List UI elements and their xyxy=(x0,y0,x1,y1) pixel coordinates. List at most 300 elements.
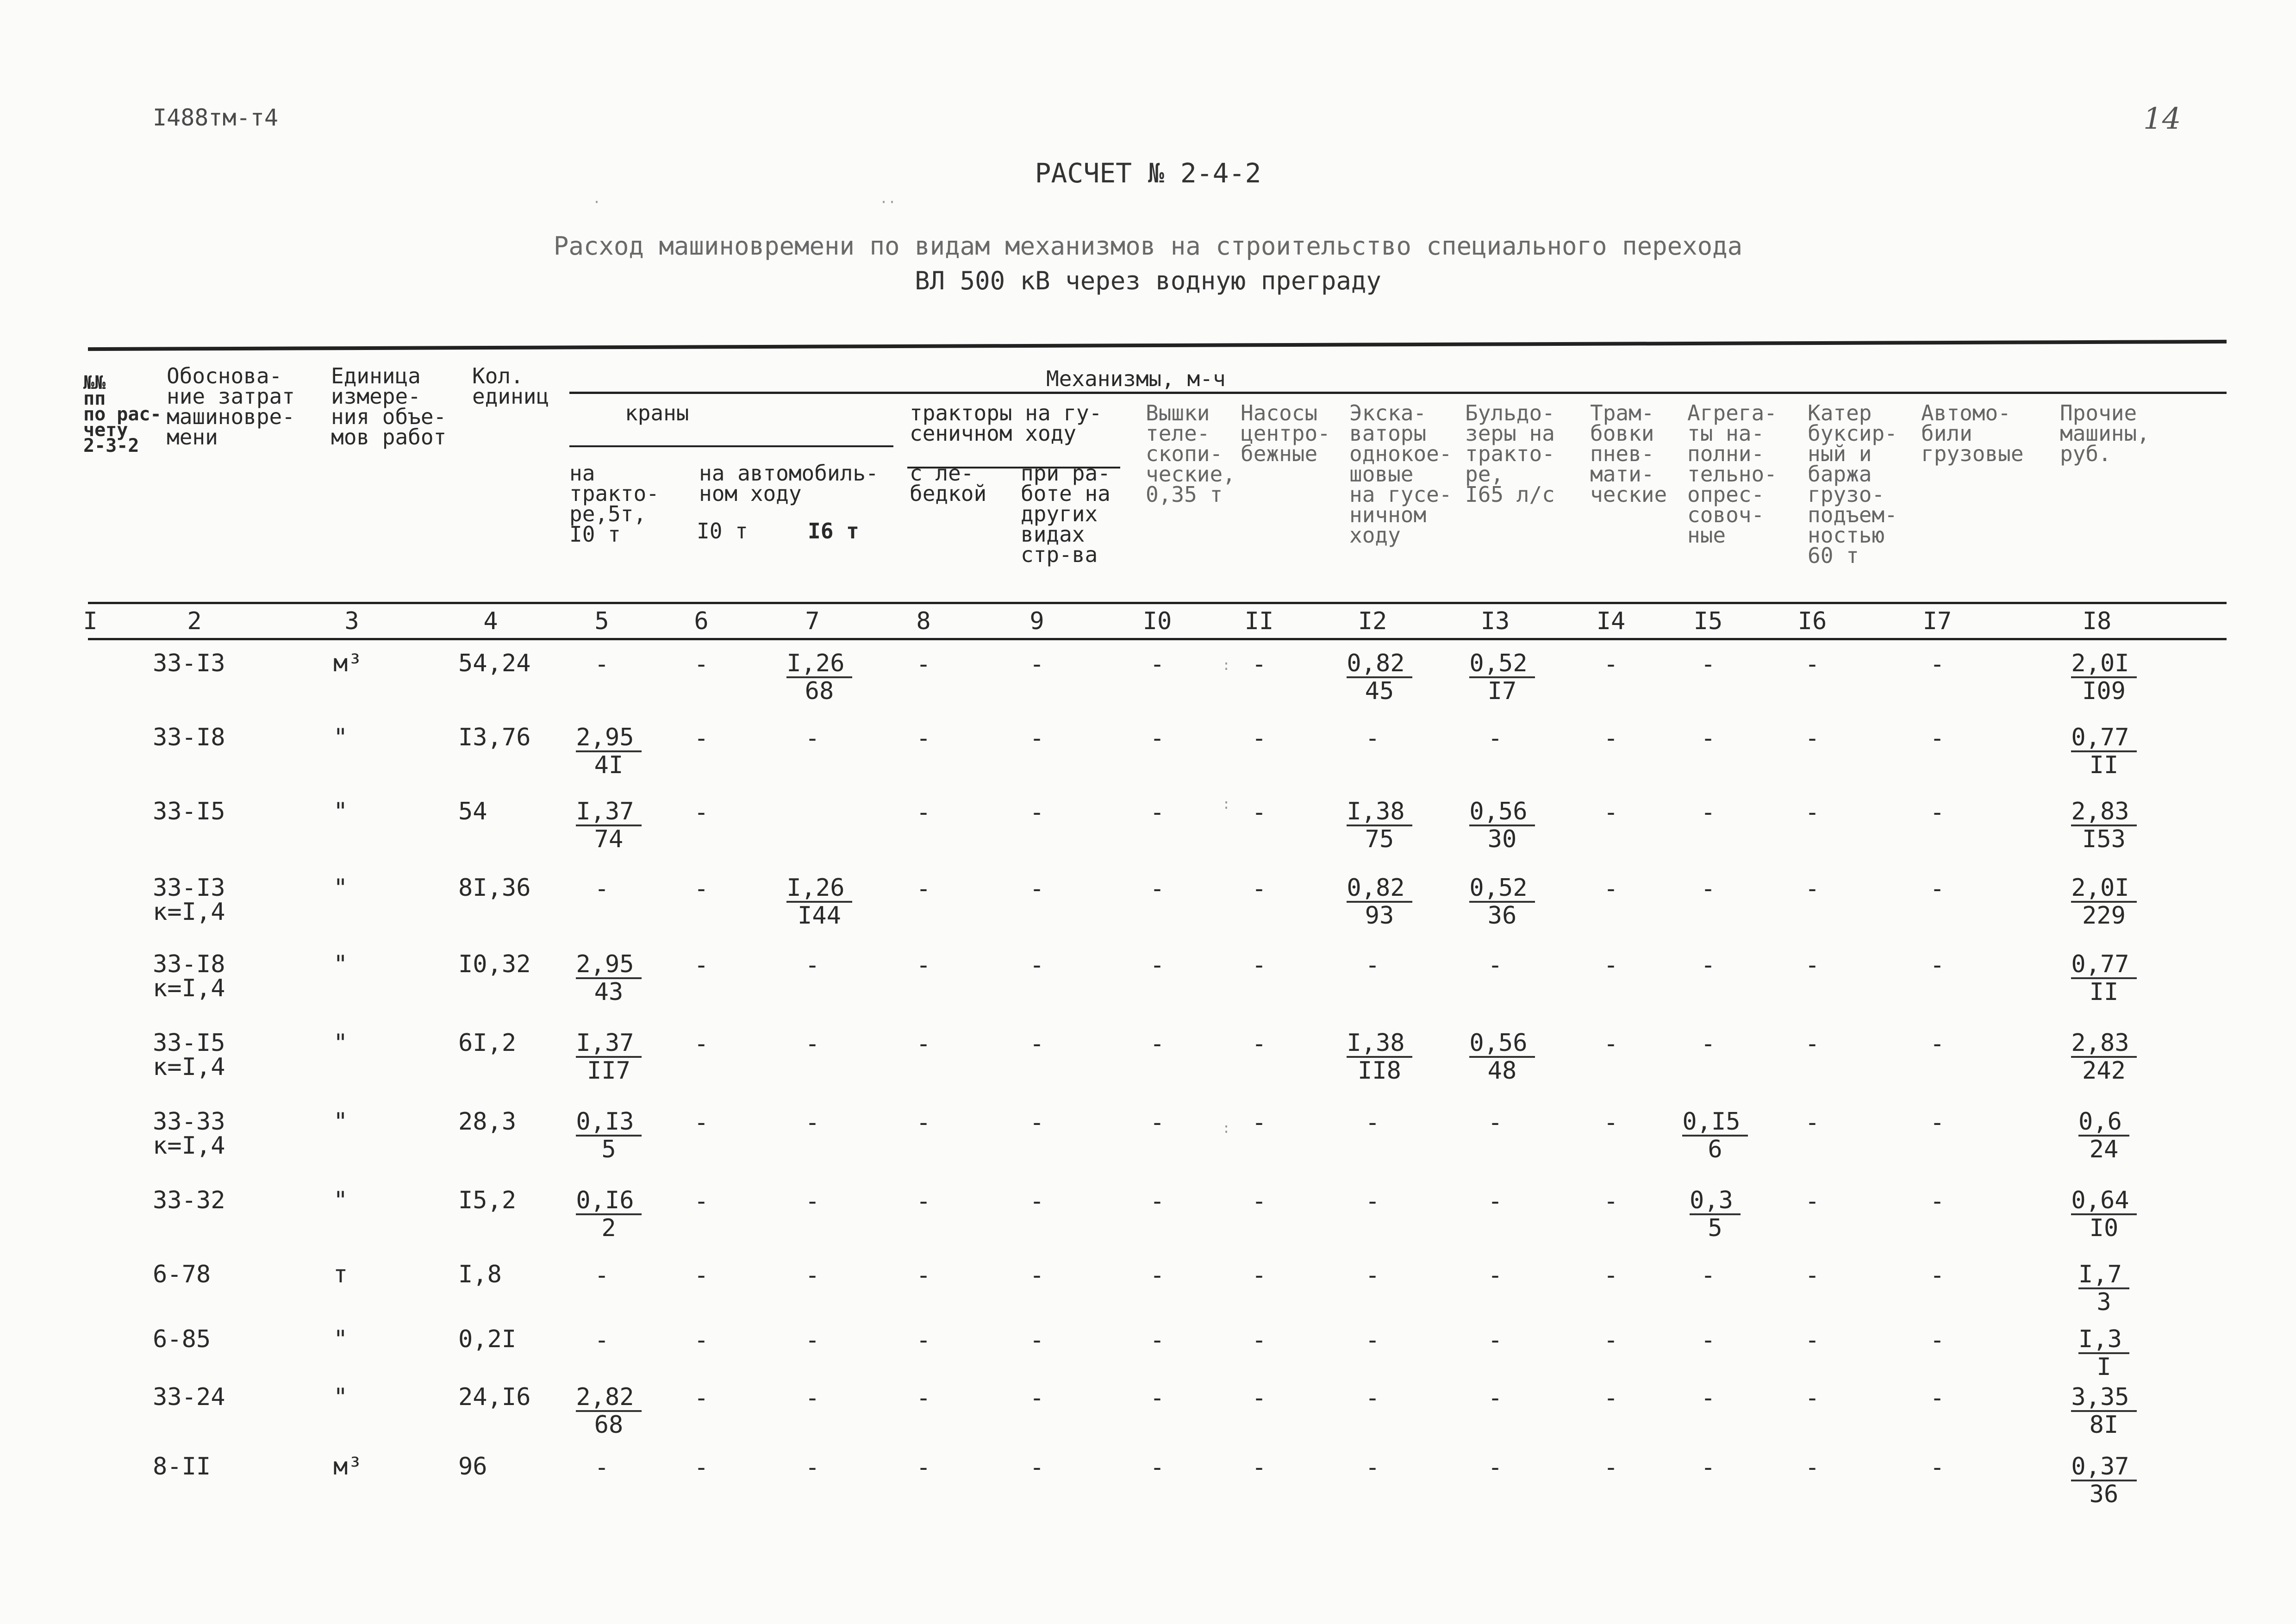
rate-value: I,38 xyxy=(1347,1030,1412,1058)
column-number: 9 xyxy=(1029,607,1044,635)
empty-dash: - xyxy=(694,1454,709,1481)
empty-dash: - xyxy=(694,799,709,826)
coefficient-cell: к=I,4 xyxy=(153,1132,225,1160)
empty-dash: - xyxy=(1365,1187,1380,1215)
rate-value: 2,82 xyxy=(576,1384,641,1412)
empty-dash: - xyxy=(916,1326,931,1354)
empty-dash: - xyxy=(805,1262,820,1289)
rate-value: I,37 xyxy=(576,799,641,826)
total-value: 30 xyxy=(1487,825,1517,853)
total-value: II8 xyxy=(1358,1057,1401,1085)
fraction-cell xyxy=(2062,1262,2146,1315)
fraction-cell xyxy=(2062,1187,2146,1241)
empty-dash: - xyxy=(1805,951,1820,979)
total-value: I09 xyxy=(2082,677,2126,705)
empty-dash: - xyxy=(1603,875,1618,903)
empty-dash: - xyxy=(1488,725,1503,752)
empty-dash: - xyxy=(694,875,709,903)
empty-dash: - xyxy=(805,1030,820,1058)
unit-cell: " xyxy=(333,1108,348,1136)
empty-dash: - xyxy=(805,1326,820,1354)
empty-dash: - xyxy=(1488,1187,1503,1215)
empty-dash: - xyxy=(1488,1326,1503,1354)
empty-dash: - xyxy=(1252,1384,1267,1412)
basis-cell: 33-32 xyxy=(153,1187,225,1214)
empty-dash: - xyxy=(916,1454,931,1481)
total-value: 229 xyxy=(2082,902,2126,930)
page-title: РАСЧЕТ № 2-4-2 xyxy=(1035,157,1261,189)
quantity-cell: 24,I6 xyxy=(458,1383,531,1411)
empty-dash: - xyxy=(1029,725,1044,752)
empty-dash: - xyxy=(1603,1262,1618,1289)
empty-dash: - xyxy=(1252,1262,1267,1289)
empty-dash: - xyxy=(1805,1187,1820,1215)
fraction-cell xyxy=(2062,1109,2146,1162)
empty-dash: - xyxy=(594,1326,609,1354)
header-bulldozers: Бульдо- зеры на тракто- ре, I65 л/с xyxy=(1465,400,1555,507)
empty-dash: - xyxy=(694,1384,709,1412)
rate-value: 0,I3 xyxy=(576,1109,641,1137)
empty-dash: - xyxy=(594,875,609,903)
empty-dash: - xyxy=(1701,875,1716,903)
header-tug-barge: Катер буксир- ный и баржа грузо- подъем- ностью 60 т xyxy=(1808,400,1897,568)
fraction-cell xyxy=(1460,875,1544,929)
basis-cell: 33-I3 xyxy=(153,874,225,902)
basis-cell: 33-33 xyxy=(153,1108,225,1136)
empty-dash: - xyxy=(1150,951,1165,979)
rate-value: I,38 xyxy=(1347,799,1412,826)
empty-dash: - xyxy=(594,1262,609,1289)
quantity-cell: 8I,36 xyxy=(458,874,531,902)
empty-dash: - xyxy=(1252,725,1267,752)
empty-dash: - xyxy=(1805,650,1820,678)
empty-dash: - xyxy=(916,1109,931,1137)
empty-dash: - xyxy=(594,650,609,678)
empty-dash: - xyxy=(916,650,931,678)
unit-cell: " xyxy=(333,724,348,751)
scan-speck: : xyxy=(1222,657,1231,674)
header-bottom-rule xyxy=(88,602,2227,604)
column-number: I3 xyxy=(1480,607,1510,635)
fraction-cell xyxy=(1460,799,1544,852)
empty-dash: - xyxy=(1805,1109,1820,1137)
rate-value: I,7 xyxy=(2078,1262,2129,1289)
total-value: I53 xyxy=(2082,825,2126,853)
fraction-cell xyxy=(778,650,861,704)
rate-value: 0,64 xyxy=(2071,1187,2136,1215)
fraction-cell xyxy=(567,951,650,1005)
rate-value: 0,77 xyxy=(2071,725,2136,752)
empty-dash: - xyxy=(1365,1384,1380,1412)
empty-dash: - xyxy=(1805,1454,1820,1481)
empty-dash: - xyxy=(1150,799,1165,826)
fraction-cell xyxy=(567,1187,650,1241)
empty-dash: - xyxy=(1150,1384,1165,1412)
fraction-cell xyxy=(567,1030,650,1084)
unit-cell: м³ xyxy=(333,650,362,677)
empty-dash: - xyxy=(1930,1384,1945,1412)
basis-cell: 33-I5 xyxy=(153,798,225,825)
column-number: I4 xyxy=(1596,607,1626,635)
total-value: 36 xyxy=(2089,1480,2119,1508)
basis-cell: 33-I5 xyxy=(153,1029,225,1057)
total-value: 43 xyxy=(594,978,624,1006)
total-value: 45 xyxy=(1365,677,1394,705)
column-number: 3 xyxy=(344,607,359,635)
header-tractor-other: при ра- боте на других видах стр-ва xyxy=(1021,461,1111,567)
empty-dash: - xyxy=(1252,1326,1267,1354)
quantity-cell: 54 xyxy=(458,798,487,825)
rate-value: I,3 xyxy=(2078,1326,2129,1354)
empty-dash: - xyxy=(1252,799,1267,826)
basis-cell: 8-II xyxy=(153,1453,211,1480)
empty-dash: - xyxy=(1930,875,1945,903)
empty-dash: - xyxy=(1930,951,1945,979)
empty-dash: - xyxy=(1805,1326,1820,1354)
rate-value: 0,82 xyxy=(1347,650,1412,678)
empty-dash: - xyxy=(916,875,931,903)
empty-dash: - xyxy=(1365,1109,1380,1137)
empty-dash: - xyxy=(805,1384,820,1412)
basis-cell: 33-I3 xyxy=(153,650,225,677)
empty-dash: - xyxy=(1029,799,1044,826)
rate-value: 2,83 xyxy=(2071,799,2136,826)
empty-dash: - xyxy=(916,725,931,752)
empty-dash: - xyxy=(1701,951,1716,979)
total-value: II xyxy=(2089,751,2119,779)
empty-dash: - xyxy=(916,951,931,979)
fraction-cell xyxy=(2062,951,2146,1005)
column-number: I5 xyxy=(1693,607,1723,635)
empty-dash: - xyxy=(1603,1384,1618,1412)
empty-dash: - xyxy=(694,1262,709,1289)
fraction-cell xyxy=(1460,650,1544,704)
coefficient-cell: к=I,4 xyxy=(153,974,225,1002)
mechanisms-rule xyxy=(569,392,2227,394)
fraction-cell xyxy=(2062,1030,2146,1084)
empty-dash: - xyxy=(805,951,820,979)
empty-dash: - xyxy=(1252,875,1267,903)
empty-dash: - xyxy=(1603,725,1618,752)
header-basis: Обоснова- ние затрат машиновре- мени xyxy=(167,363,295,450)
empty-dash: - xyxy=(1930,725,1945,752)
fraction-cell xyxy=(1673,1109,1757,1162)
empty-dash: - xyxy=(1603,650,1618,678)
total-value: I7 xyxy=(1487,677,1517,705)
unit-cell: т xyxy=(333,1261,348,1288)
rate-value: I,26 xyxy=(786,650,852,678)
empty-dash: - xyxy=(1029,951,1044,979)
fraction-cell xyxy=(567,725,650,778)
total-value: 36 xyxy=(1487,902,1517,930)
empty-dash: - xyxy=(1029,650,1044,678)
total-value: 48 xyxy=(1487,1057,1517,1085)
empty-dash: - xyxy=(1701,1262,1716,1289)
rate-value: 3,35 xyxy=(2071,1384,2136,1412)
empty-dash: - xyxy=(1365,951,1380,979)
fraction-cell xyxy=(567,1384,650,1438)
empty-dash: - xyxy=(1805,1384,1820,1412)
empty-dash: - xyxy=(694,951,709,979)
unit-cell: м³ xyxy=(333,1453,362,1480)
coefficient-cell: к=I,4 xyxy=(153,898,225,926)
empty-dash: - xyxy=(1252,650,1267,678)
unit-cell: " xyxy=(333,1029,348,1057)
total-value: 8I xyxy=(2089,1411,2119,1439)
header-towers: Вышки теле- скопи- ческие, 0,35 т xyxy=(1146,400,1235,507)
total-value: 93 xyxy=(1365,902,1394,930)
total-value: 4I xyxy=(594,751,624,779)
header-unit: Единица измере- ния объе- мов работ xyxy=(331,363,447,450)
empty-dash: - xyxy=(1805,725,1820,752)
total-value: 24 xyxy=(2089,1136,2119,1163)
header-mechanisms: Механизмы, м-ч xyxy=(1046,366,1226,391)
page-number: 14 xyxy=(2143,102,2181,136)
empty-dash: - xyxy=(1603,1187,1618,1215)
empty-dash: - xyxy=(1603,799,1618,826)
total-value: 68 xyxy=(805,677,834,705)
empty-dash: - xyxy=(1603,1109,1618,1137)
fraction-cell xyxy=(1673,1187,1757,1241)
header-pumps: Насосы центро- бежные xyxy=(1241,400,1330,466)
empty-dash: - xyxy=(1365,725,1380,752)
fraction-cell xyxy=(1338,875,1421,929)
header-aggregates: Агрега- ты на- полни- тельно- опрес- совоч- ные xyxy=(1687,400,1777,548)
empty-dash: - xyxy=(1029,1454,1044,1481)
rate-value: 0,3 xyxy=(1690,1187,1741,1215)
empty-dash: - xyxy=(1150,875,1165,903)
column-number: 7 xyxy=(805,607,820,635)
total-value: 75 xyxy=(1365,825,1394,853)
fraction-cell xyxy=(1338,650,1421,704)
total-value: 2 xyxy=(601,1214,616,1242)
empty-dash: - xyxy=(1029,1384,1044,1412)
total-value: I44 xyxy=(798,902,841,930)
column-number: 4 xyxy=(483,607,498,635)
empty-dash: - xyxy=(1150,1262,1165,1289)
empty-dash: - xyxy=(694,1109,709,1137)
empty-dash: - xyxy=(1930,1454,1945,1481)
cranes-sub-rule xyxy=(569,445,893,447)
scan-speck: : xyxy=(1222,1120,1231,1137)
rate-value: 2,95 xyxy=(576,725,641,752)
empty-dash: - xyxy=(1930,1030,1945,1058)
column-number: I6 xyxy=(1797,607,1827,635)
quantity-cell: 54,24 xyxy=(458,650,531,677)
scan-speck: · xyxy=(593,194,601,211)
empty-dash: - xyxy=(1365,1326,1380,1354)
total-value: 5 xyxy=(1708,1214,1722,1242)
fraction-cell xyxy=(2062,1326,2146,1380)
header-quantity: Кол. единиц xyxy=(472,363,549,409)
empty-dash: - xyxy=(1029,875,1044,903)
quantity-cell: I,8 xyxy=(458,1261,502,1288)
fraction-cell xyxy=(1460,1030,1544,1084)
empty-dash: - xyxy=(1365,1454,1380,1481)
quantity-cell: I0,32 xyxy=(458,950,531,978)
empty-dash: - xyxy=(594,1454,609,1481)
subtitle-line-2: ВЛ 500 кВ через водную преграду xyxy=(915,266,1381,295)
unit-cell: " xyxy=(333,950,348,978)
empty-dash: - xyxy=(805,1187,820,1215)
empty-dash: - xyxy=(1930,1187,1945,1215)
unit-cell: " xyxy=(333,798,348,825)
unit-cell: " xyxy=(333,874,348,902)
empty-dash: - xyxy=(916,1384,931,1412)
empty-dash: - xyxy=(1029,1262,1044,1289)
rate-value: 0,37 xyxy=(2071,1454,2136,1481)
empty-dash: - xyxy=(916,1030,931,1058)
empty-dash: - xyxy=(1603,951,1618,979)
empty-dash: - xyxy=(1252,1109,1267,1137)
empty-dash: - xyxy=(1365,1262,1380,1289)
rate-value: 2,0I xyxy=(2071,650,2136,678)
empty-dash: - xyxy=(1150,1030,1165,1058)
empty-dash: - xyxy=(1488,951,1503,979)
empty-dash: - xyxy=(1150,650,1165,678)
empty-dash: - xyxy=(1150,1187,1165,1215)
fraction-cell xyxy=(567,1109,650,1162)
empty-dash: - xyxy=(1701,650,1716,678)
empty-dash: - xyxy=(805,1454,820,1481)
rate-value: 0,77 xyxy=(2071,951,2136,979)
empty-dash: - xyxy=(1805,1030,1820,1058)
header-tractor-winch: с ле- бедкой xyxy=(910,461,987,506)
empty-dash: - xyxy=(1150,1454,1165,1481)
basis-cell: 33-I8 xyxy=(153,950,225,978)
empty-dash: - xyxy=(1603,1326,1618,1354)
fraction-cell xyxy=(2062,1384,2146,1438)
subtitle-line-1: Расход машиновремени по видам механизмов на строительство специального перехода xyxy=(553,231,1743,261)
rate-value: 0,I6 xyxy=(576,1187,641,1215)
header-excavators: Экска- ваторы однокое- шовые на гусе- ничном ходу xyxy=(1349,400,1452,548)
column-number: I2 xyxy=(1358,607,1387,635)
empty-dash: - xyxy=(916,1187,931,1215)
empty-dash: - xyxy=(1029,1187,1044,1215)
empty-dash: - xyxy=(1930,1109,1945,1137)
rate-value: 0,I5 xyxy=(1682,1109,1747,1137)
document-code: I488тм-т4 xyxy=(153,104,278,131)
empty-dash: - xyxy=(694,725,709,752)
total-value: 5 xyxy=(601,1136,616,1163)
empty-dash: - xyxy=(805,725,820,752)
rate-value: 0,6 xyxy=(2078,1109,2129,1137)
scan-speck: : xyxy=(1222,796,1231,812)
rate-value: 0,56 xyxy=(1469,1030,1535,1058)
empty-dash: - xyxy=(1150,725,1165,752)
fraction-cell xyxy=(2062,875,2146,929)
rate-value: 2,95 xyxy=(576,951,641,979)
total-value: 68 xyxy=(594,1411,624,1439)
empty-dash: - xyxy=(694,1030,709,1058)
header-trucks: Автомо- били грузовые xyxy=(1921,400,2024,466)
empty-dash: - xyxy=(1252,1187,1267,1215)
empty-dash: - xyxy=(1701,1384,1716,1412)
total-value: I0 xyxy=(2089,1214,2119,1242)
empty-dash: - xyxy=(1701,1454,1716,1481)
total-value: II xyxy=(2089,978,2119,1006)
empty-dash: - xyxy=(1252,1030,1267,1058)
quantity-cell: I3,76 xyxy=(458,724,531,751)
header-cranes: краны xyxy=(625,400,689,425)
empty-dash: - xyxy=(1252,1454,1267,1481)
column-number: 6 xyxy=(694,607,709,635)
empty-dash: - xyxy=(1805,1262,1820,1289)
quantity-cell: 6I,2 xyxy=(458,1029,517,1057)
header-row-number: №№ пп по рас- чету 2-3-2 xyxy=(83,372,162,456)
column-number: I7 xyxy=(1922,607,1952,635)
table-top-rule xyxy=(88,340,2227,351)
unit-cell: " xyxy=(333,1383,348,1411)
column-number: I8 xyxy=(2082,607,2112,635)
empty-dash: - xyxy=(1603,1454,1618,1481)
coefficient-cell: к=I,4 xyxy=(153,1053,225,1081)
empty-dash: - xyxy=(1488,1109,1503,1137)
unit-cell: " xyxy=(333,1325,348,1353)
header-rammers: Трам- бовки пнев- мати- ческие xyxy=(1590,400,1667,507)
empty-dash: - xyxy=(1701,1030,1716,1058)
rate-value: 0,52 xyxy=(1469,875,1535,903)
fraction-cell xyxy=(1338,1030,1421,1084)
empty-dash: - xyxy=(1930,799,1945,826)
basis-cell: 33-24 xyxy=(153,1383,225,1411)
empty-dash: - xyxy=(1805,875,1820,903)
total-value: 6 xyxy=(1708,1136,1722,1163)
empty-dash: - xyxy=(1488,1262,1503,1289)
colnum-bottom-rule xyxy=(88,638,2227,640)
total-value: II7 xyxy=(587,1057,630,1085)
basis-cell: 6-85 xyxy=(153,1325,211,1353)
rate-value: 0,52 xyxy=(1469,650,1535,678)
header-crane-auto-10: I0 т xyxy=(697,518,748,543)
empty-dash: - xyxy=(1252,951,1267,979)
empty-dash: - xyxy=(1150,1326,1165,1354)
empty-dash: - xyxy=(1701,799,1716,826)
fraction-cell xyxy=(2062,725,2146,778)
empty-dash: - xyxy=(1805,799,1820,826)
empty-dash: - xyxy=(1488,1454,1503,1481)
rate-value: I,26 xyxy=(786,875,852,903)
rate-value: 0,56 xyxy=(1469,799,1535,826)
empty-dash: - xyxy=(1150,1109,1165,1137)
total-value: 3 xyxy=(2096,1288,2111,1316)
header-crane-tractor: на тракто- ре,5т, I0 т xyxy=(569,461,659,547)
total-value: I xyxy=(2096,1353,2111,1381)
header-crane-auto-16: I6 т xyxy=(808,518,859,543)
header-other-machines: Прочие машины, руб. xyxy=(2060,400,2150,466)
header-crane-auto: на автомобиль- ном ходу xyxy=(699,461,879,506)
fraction-cell xyxy=(1338,799,1421,852)
fraction-cell xyxy=(2062,650,2146,704)
column-number: 5 xyxy=(594,607,609,635)
empty-dash: - xyxy=(1701,725,1716,752)
fraction-cell xyxy=(2062,1454,2146,1507)
quantity-cell: 0,2I xyxy=(458,1325,517,1353)
column-number: 2 xyxy=(187,607,202,635)
empty-dash: - xyxy=(805,1109,820,1137)
total-value: 74 xyxy=(594,825,624,853)
empty-dash: - xyxy=(1029,1030,1044,1058)
column-number: I0 xyxy=(1142,607,1172,635)
header-tractors: тракторы на гу- сеничном ходу xyxy=(910,400,1102,446)
quantity-cell: 28,3 xyxy=(458,1108,517,1136)
empty-dash: - xyxy=(1701,1326,1716,1354)
empty-dash: - xyxy=(1930,650,1945,678)
fraction-cell xyxy=(2062,799,2146,852)
total-value: 242 xyxy=(2082,1057,2126,1085)
column-number: I xyxy=(83,607,98,635)
empty-dash: - xyxy=(694,650,709,678)
